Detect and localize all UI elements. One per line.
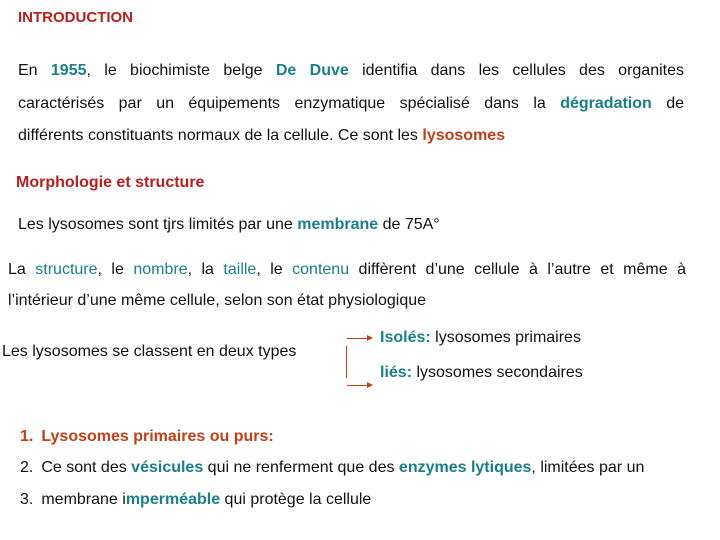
morpho-line-3: l’intérieur d’une même cellule, selon son état physiologique [8, 292, 427, 309]
text: , le [256, 261, 293, 278]
type-2-text: lysosomes secondaires [412, 364, 583, 381]
text: Les lysosomes sont tjrs limités par une [18, 216, 298, 233]
highlight-degradation: dégradation [560, 95, 652, 112]
highlight-enzymes: enzymes lytiques [398, 459, 532, 476]
type-1-label: Isolés: [380, 329, 431, 346]
intro-heading: INTRODUCTION [18, 9, 133, 26]
type-1-text: lysosomes primaires [430, 329, 581, 346]
type-2 [380, 363, 583, 383]
highlight-membrane: membrane [297, 216, 379, 233]
text: qui protège la cellule [220, 491, 372, 508]
list-item-1-text: Lysosomes primaires ou purs: [41, 428, 274, 445]
list-item-3 [20, 490, 371, 510]
types-lead: Les lysosomes se classent en deux types [2, 343, 297, 360]
highlight-taille: taille [223, 261, 257, 278]
list-item-2 [20, 458, 644, 478]
text: La [8, 261, 36, 278]
type-1 [380, 328, 581, 348]
list-item-1 [20, 427, 274, 447]
list-number: 3. [20, 491, 34, 508]
branch-arrow [346, 346, 371, 378]
morpho-line-1 [18, 215, 440, 235]
type-2-label: liés: [380, 364, 413, 381]
arrow-down [347, 385, 371, 386]
intro-line-1 [18, 61, 684, 81]
highlight-impermeable: mperméable [125, 491, 221, 508]
text: diffèrent d’une cellule à l’autre et même à [349, 261, 686, 278]
text: identifia dans les cellules des organites [348, 62, 684, 79]
text: différents constituants normaux de la cellule. Ce sont les [18, 127, 423, 144]
intro-line-2 [18, 94, 684, 114]
text: Ce sont des [41, 459, 132, 476]
list-number: 1. [20, 428, 34, 445]
morpho-line-2 [8, 260, 686, 280]
text: de 75A° [378, 216, 440, 233]
highlight-contenu: contenu [292, 261, 350, 278]
arrow-up [347, 338, 371, 339]
highlight-year: 1955 [50, 62, 87, 79]
text: , le biochimiste belge [86, 62, 276, 79]
text: , la [187, 261, 224, 278]
text: membrane i [41, 491, 126, 508]
highlight-nombre: nombre [133, 261, 188, 278]
text: , limitées par un [531, 459, 645, 476]
highlight-vesicules: vésicules [131, 459, 204, 476]
text: de [651, 95, 684, 112]
text: qui ne renferment que des [203, 459, 399, 476]
morpho-heading: Morphologie et structure [16, 174, 205, 191]
text: En [18, 62, 51, 79]
list-number: 2. [20, 459, 34, 476]
highlight-name: De Duve [275, 62, 349, 79]
text: caractérisés par un équipements enzymatique spécialisé dans la [18, 95, 561, 112]
text: , le [97, 261, 134, 278]
highlight-lysosomes: lysosomes [422, 127, 506, 144]
highlight-structure: structure [35, 261, 98, 278]
intro-line-3 [18, 126, 505, 146]
